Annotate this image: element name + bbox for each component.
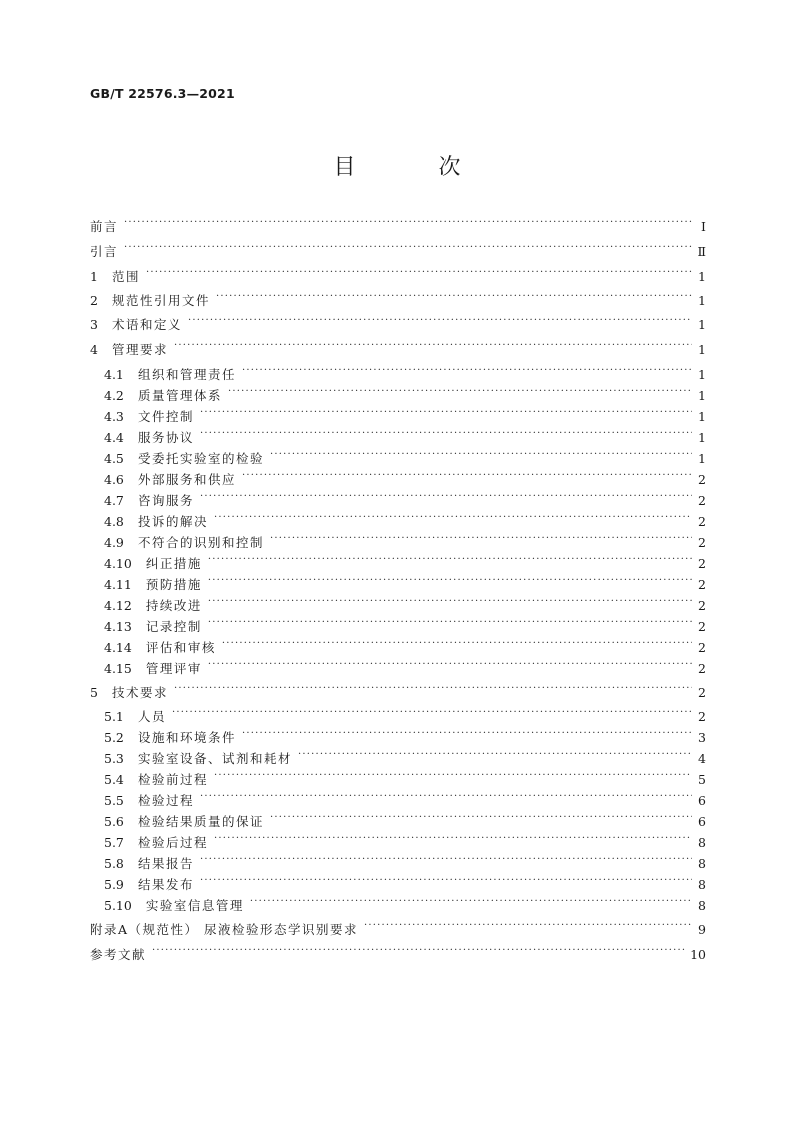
toc-entry-page-number: 1 [698, 429, 706, 445]
toc-entry-label: 范围 [111, 269, 140, 284]
toc-entry-label: 附录A（规范性） 尿液检验形态学识别要求 [90, 922, 359, 937]
toc-entry-label: 检验后过程 [138, 835, 209, 850]
toc-entry[interactable] [104, 595, 706, 615]
toc-entry-label: 检验前过程 [138, 772, 209, 787]
dot-leader [208, 598, 692, 612]
dot-leader [270, 451, 692, 465]
dot-leader [270, 814, 692, 828]
toc-entry[interactable] [104, 895, 706, 915]
toc-entry-label: 不符合的识别和控制 [138, 535, 265, 550]
toc-entry-number: 4.4 [104, 429, 124, 445]
dot-leader [174, 685, 692, 699]
dot-leader [216, 293, 692, 307]
toc-entry-label: 设施和环境条件 [138, 730, 237, 745]
dot-leader [298, 751, 692, 765]
toc-entry-page-number: 8 [698, 855, 706, 871]
toc-entry[interactable] [104, 490, 706, 510]
toc-entry-page-number: 10 [690, 946, 706, 962]
toc-entry-page-number: 8 [698, 897, 706, 913]
toc-entry-label: 引言 [90, 244, 119, 259]
toc-entry-number: 5.5 [104, 792, 124, 808]
dot-leader [146, 269, 692, 283]
dot-leader [124, 219, 692, 233]
toc-entry-page-number: 1 [698, 450, 706, 466]
toc-entry-label: 组织和管理责任 [138, 367, 237, 382]
toc-entry[interactable] [104, 832, 706, 852]
dot-leader [200, 877, 692, 891]
toc-entry-page-number: 8 [698, 834, 706, 850]
toc-entry-number: 4.11 [104, 576, 132, 592]
toc-entry-label: 文件控制 [138, 409, 195, 424]
toc-entry-label: 服务协议 [138, 430, 195, 445]
toc-entry-label: 术语和定义 [111, 317, 182, 332]
toc-entry-label: 前言 [90, 219, 119, 234]
toc-entry-page-number: 6 [698, 813, 706, 829]
toc-entry[interactable] [104, 385, 706, 405]
toc-entry-number: 5.1 [104, 708, 124, 724]
toc-entry[interactable] [104, 448, 706, 468]
toc-entry-page-number: 2 [698, 618, 706, 634]
toc-entry[interactable] [104, 511, 706, 531]
toc-entry-number: 4.7 [104, 492, 124, 508]
toc-entry-page-number: 2 [698, 684, 706, 700]
toc-entry-number: 5.4 [104, 771, 124, 787]
toc-entry-label: 持续改进 [145, 598, 202, 613]
toc-entry-label: 规范性引用文件 [111, 293, 210, 308]
toc-entry-number: 4.2 [104, 387, 124, 403]
dot-leader [214, 835, 692, 849]
toc-entry[interactable] [90, 682, 706, 702]
toc-entry-page-number: 2 [698, 513, 706, 529]
toc-entry-page-number: 3 [698, 729, 706, 745]
toc-entry[interactable] [90, 314, 706, 334]
toc-entry-number: 5.8 [104, 855, 124, 871]
toc-entry-number: 1 [90, 268, 98, 284]
toc-entry[interactable] [104, 769, 706, 789]
toc-entry-number: 4.14 [104, 639, 132, 655]
dot-leader [200, 430, 692, 444]
toc-entry-number: 5.10 [104, 897, 132, 913]
dot-leader [214, 514, 692, 528]
toc-entry-label: 检验过程 [138, 793, 195, 808]
dot-leader [188, 317, 692, 331]
toc-entry-label: 人员 [138, 709, 167, 724]
dot-leader [124, 244, 692, 258]
toc-entry-number: 4.9 [104, 534, 124, 550]
dot-leader [172, 709, 692, 723]
dot-leader [242, 730, 692, 744]
toc-entry-number: 5.7 [104, 834, 124, 850]
dot-leader [208, 577, 692, 591]
toc-entry-page-number: 8 [698, 876, 706, 892]
toc-entry[interactable] [104, 469, 706, 489]
toc-entry-number: 4.12 [104, 597, 132, 613]
toc-entry[interactable] [104, 790, 706, 810]
dot-leader [270, 535, 692, 549]
dot-leader [242, 367, 692, 381]
dot-leader [364, 922, 692, 936]
toc-entry-page-number: 1 [698, 268, 706, 284]
toc-entry-label: 投诉的解决 [138, 514, 209, 529]
toc-entry[interactable] [90, 241, 706, 261]
toc-entry-number: 4.10 [104, 555, 132, 571]
toc-entry-number: 5 [90, 684, 98, 700]
toc-entry[interactable] [104, 574, 706, 594]
toc-entry-page-number: Ⅰ [701, 218, 706, 234]
toc-entry-page-number: 2 [698, 555, 706, 571]
toc-entry-label: 技术要求 [111, 685, 168, 700]
dot-leader [174, 342, 692, 356]
toc-entry-label: 质量管理体系 [138, 388, 223, 403]
toc-entry-page-number: 2 [698, 492, 706, 508]
toc-entry[interactable] [104, 406, 706, 426]
toc-entry[interactable] [104, 553, 706, 573]
toc-entry-page-number: 2 [698, 576, 706, 592]
dot-leader [228, 388, 692, 402]
toc-entry[interactable] [104, 658, 706, 678]
toc-entry-label: 结果报告 [138, 856, 195, 871]
toc-entry-page-number: 1 [698, 408, 706, 424]
toc-entry-label: 评估和审核 [145, 640, 216, 655]
toc-entry-label: 实验室信息管理 [145, 898, 244, 913]
toc-entry[interactable] [90, 266, 706, 286]
toc-entry-page-number: 1 [698, 341, 706, 357]
dot-leader [214, 772, 692, 786]
toc-entry-page-number: 2 [698, 597, 706, 613]
toc-entry-page-number: 5 [698, 771, 706, 787]
toc-entry[interactable] [90, 339, 706, 359]
dot-leader [250, 898, 692, 912]
toc-entry[interactable] [90, 919, 706, 939]
toc-entry[interactable] [90, 944, 706, 964]
toc-entry[interactable] [104, 637, 706, 657]
dot-leader [200, 493, 692, 507]
dot-leader [208, 661, 692, 675]
toc-entry-label: 外部服务和供应 [138, 472, 237, 487]
toc-entry[interactable] [104, 727, 706, 747]
toc-entry[interactable] [104, 616, 706, 636]
toc-entry-number: 4.8 [104, 513, 124, 529]
toc-entry-number: 5.3 [104, 750, 124, 766]
toc-entry-number: 5.6 [104, 813, 124, 829]
toc-entry-label: 结果发布 [138, 877, 195, 892]
toc-entry-label: 记录控制 [145, 619, 202, 634]
toc-entry-page-number: 2 [698, 471, 706, 487]
dot-leader [200, 793, 692, 807]
toc-entry-number: 4.6 [104, 471, 124, 487]
toc-entry-page-number: 2 [698, 639, 706, 655]
toc-entry-page-number: 1 [698, 292, 706, 308]
toc-entry-page-number: 6 [698, 792, 706, 808]
toc-entry-number: 4.5 [104, 450, 124, 466]
toc-entry-page-number: 2 [698, 534, 706, 550]
toc-entry-label: 咨询服务 [138, 493, 195, 508]
toc-entry-label: 检验结果质量的保证 [138, 814, 265, 829]
toc-entry-label: 预防措施 [145, 577, 202, 592]
dot-leader [208, 619, 692, 633]
toc-entry[interactable] [104, 853, 706, 873]
toc-entry[interactable] [104, 811, 706, 831]
toc-entry-number: 2 [90, 292, 98, 308]
toc-entry-page-number: 1 [698, 366, 706, 382]
toc-entry-page-number: 2 [698, 708, 706, 724]
toc-entry-number: 4.1 [104, 366, 124, 382]
toc-entry-page-number: 1 [698, 316, 706, 332]
dot-leader [242, 472, 692, 486]
dot-leader [222, 640, 692, 654]
toc-entry-label: 参考文献 [90, 947, 147, 962]
toc-entry[interactable] [104, 427, 706, 447]
dot-leader [200, 409, 692, 423]
toc-entry-page-number: 2 [698, 660, 706, 676]
toc-entry-number: 5.2 [104, 729, 124, 745]
toc-entry-number: 4 [90, 341, 98, 357]
toc-entry[interactable] [104, 874, 706, 894]
toc-entry-label: 纠正措施 [145, 556, 202, 571]
toc-entry[interactable] [90, 290, 706, 310]
toc-entry-page-number: Ⅱ [697, 243, 706, 259]
dot-leader [200, 856, 692, 870]
toc-entry-label: 实验室设备、试剂和耗材 [138, 751, 293, 766]
toc-entry-page-number: 1 [698, 387, 706, 403]
toc-entry-number: 5.9 [104, 876, 124, 892]
standard-code: GB/T 22576.3—2021 [90, 86, 235, 101]
toc-entry-label: 受委托实验室的检验 [138, 451, 265, 466]
toc-entry-label: 管理评审 [145, 661, 202, 676]
toc-entry-number: 4.3 [104, 408, 124, 424]
page-title: 目 次 [333, 155, 499, 180]
toc-entry-page-number: 4 [698, 750, 706, 766]
toc-entry-number: 4.15 [104, 660, 132, 676]
toc-entry-page-number: 9 [698, 921, 706, 937]
toc-entry-label: 管理要求 [111, 342, 168, 357]
dot-leader [152, 947, 686, 961]
toc-entry-number: 3 [90, 316, 98, 332]
toc-entry[interactable] [104, 364, 706, 384]
toc-entry-number: 4.13 [104, 618, 132, 634]
toc-entry[interactable] [90, 216, 706, 236]
toc-entry[interactable] [104, 748, 706, 768]
dot-leader [208, 556, 692, 570]
toc-entry[interactable] [104, 706, 706, 726]
toc-entry[interactable] [104, 532, 706, 552]
